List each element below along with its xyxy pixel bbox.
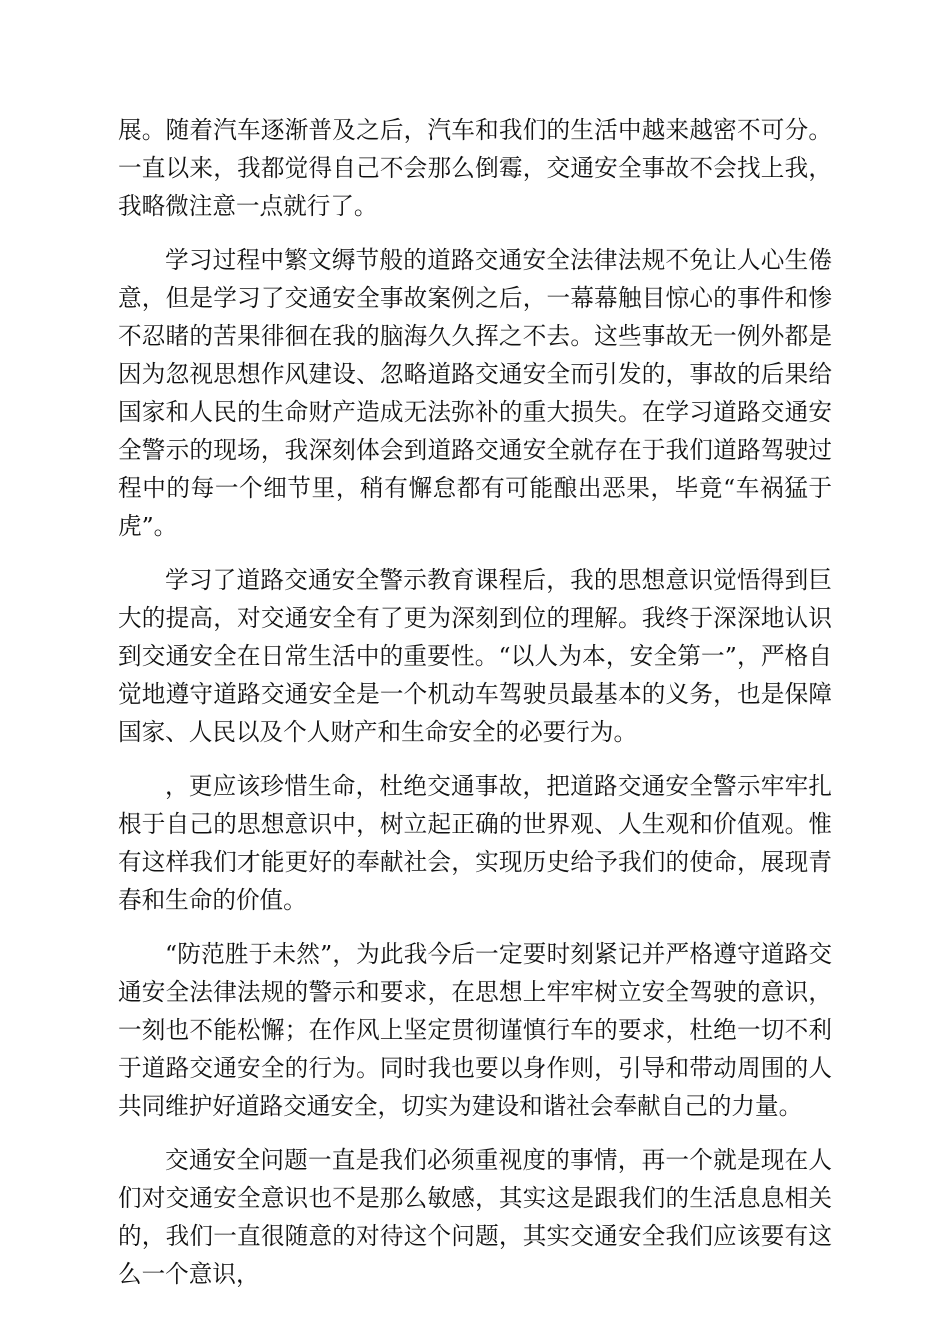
document-body bbox=[118, 111, 832, 1293]
paragraph-continued: 展。随着汽车逐渐普及之后，汽车和我们的生活中越来越密不可分。一直以来，我都觉得自己不会那么倒霉，交通安全事故不会找上我，我略微注意一点就行了。 bbox=[118, 116, 832, 220]
paragraph: “防范胜于未然”，为此我今后一定要时刻紧记并严格遵守道路交通安全法律法规的警示和要求，在思想上牢牢树立安全驾驶的意识，一刻也不能松懈；在作风上坚定贯彻谨慎行车的要求，杜绝一切不利于道路交通安全的行为。同时我也要以身作则，引导和带动周围的人共同维护好道路交通安全，切实为建设和谐社会奉献自己的力量。 bbox=[118, 940, 832, 1120]
paragraph: 交通安全问题一直是我们必须重视度的事情，再一个就是现在人们对交通安全意识也不是那么敏感，其实这是跟我们的生活息息相关的，我们一直很随意的对待这个问题，其实交通安全我们应该要有这么一个意识， bbox=[118, 1146, 832, 1288]
paragraph: ，更应该珍惜生命，杜绝交通事故，把道路交通安全警示牢牢扎根于自己的思想意识中，树立起正确的世界观、人生观和价值观。惟有这样我们才能更好的奉献社会，实现历史给予我们的使命，展现青春和生命的价值。 bbox=[118, 772, 832, 914]
paragraph: 学习过程中繁文缛节般的道路交通安全法律法规不免让人心生倦意，但是学习了交通安全事故案例之后，一幕幕触目惊心的事件和惨不忍睹的苦果徘徊在我的脑海久久挥之不去。这些事故无一例外都是因为忽视思想作风建设、忽略道路交通安全而引发的，事故的后果给国家和人民的生命财产造成无法弥补的重大损失。在学习道路交通安全警示的现场，我深刻体会到道路交通安全就存在于我们道路驾驶过程中的每一个细节里，稍有懈怠都有可能酿出恶果，毕竟“车祸猛于虎”。 bbox=[118, 246, 832, 540]
paragraph: 学习了道路交通安全警示教育课程后，我的思想意识觉悟得到巨大的提高，对交通安全有了更为深刻到位的理解。我终于深深地认识到交通安全在日常生活中的重要性。“以人为本，安全第一”，严格自觉地遵守道路交通安全是一个机动车驾驶员最基本的义务，也是保障国家、人民以及个人财产和生命安全的必要行为。 bbox=[118, 566, 832, 746]
